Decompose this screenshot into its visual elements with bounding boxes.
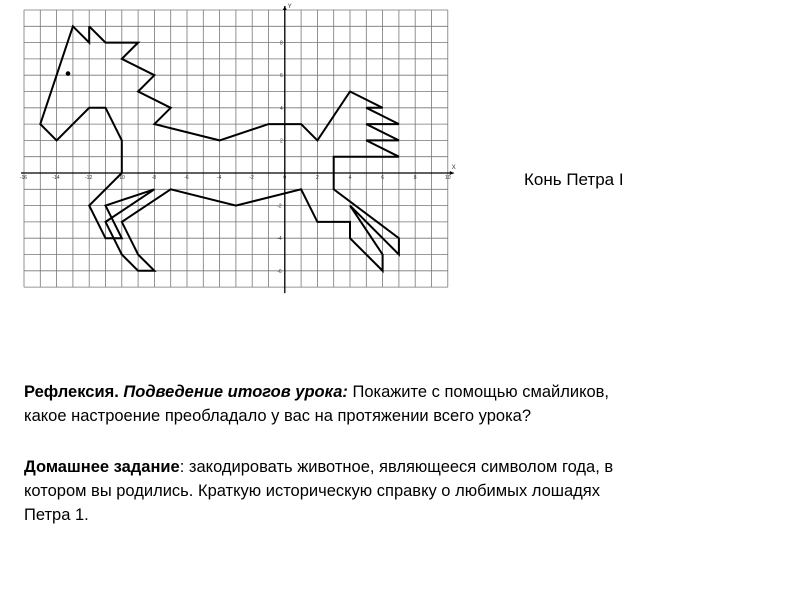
horse-eye	[66, 71, 71, 76]
horse-coordinate-diagram	[0, 0, 480, 330]
reflection-title: Рефлексия.	[24, 383, 119, 401]
coordinate-axes	[21, 6, 454, 293]
homework-line-1	[24, 455, 774, 479]
reflection-colon: :	[342, 383, 348, 401]
reflection-text-1: Покажите с помощью смайликов,	[347, 383, 610, 401]
x-tick-label: -10	[117, 175, 125, 181]
y-tick-label: -4	[277, 236, 282, 243]
x-tick-label: 4	[348, 175, 352, 181]
y-tick-label: 2	[280, 138, 283, 145]
homework-line-2: котором вы родились. Краткую историческую справку о любимых лошадях	[24, 482, 600, 500]
figure-caption: Конь Петра I	[524, 170, 624, 189]
y-tick-label: -2	[277, 203, 282, 210]
reflection-line-1	[24, 380, 774, 404]
x-tick-label: 0	[283, 175, 287, 181]
y-axis-label: Y	[287, 4, 292, 10]
y-tick-label: -6	[277, 268, 282, 275]
x-tick-label: -14	[52, 175, 60, 181]
x-tick-label: -8	[151, 175, 157, 181]
reflection-line-2: какое настроение преобладало у вас на протяжении всего урока?	[24, 407, 532, 425]
y-tick-label: 4	[280, 105, 283, 112]
reflection-subtitle: Подведение итогов урока	[123, 383, 343, 401]
x-tick-label: -6	[184, 175, 189, 181]
homework-text-1: : закодировать животное, являющееся символом года, в	[179, 458, 614, 476]
x-tick-label: 10	[445, 175, 451, 181]
x-tick-label: -16	[19, 175, 28, 181]
y-axis-arrow	[283, 6, 287, 10]
x-axis-label: X	[451, 165, 456, 171]
x-tick-label: -4	[216, 175, 222, 181]
homework-title: Домашнее задание	[24, 458, 180, 476]
homework-line-3: Петра 1.	[24, 506, 89, 524]
reflection-paragraph	[24, 380, 774, 428]
x-tick-label: 8	[413, 175, 417, 181]
y-tick-label: 6	[280, 73, 283, 80]
x-tick-label: 2	[316, 175, 319, 181]
x-tick-label: -12	[85, 175, 93, 181]
x-tick-label: 6	[381, 175, 384, 181]
homework-paragraph	[24, 455, 774, 527]
x-tick-label: -2	[249, 175, 254, 181]
y-tick-label: 8	[280, 40, 283, 47]
